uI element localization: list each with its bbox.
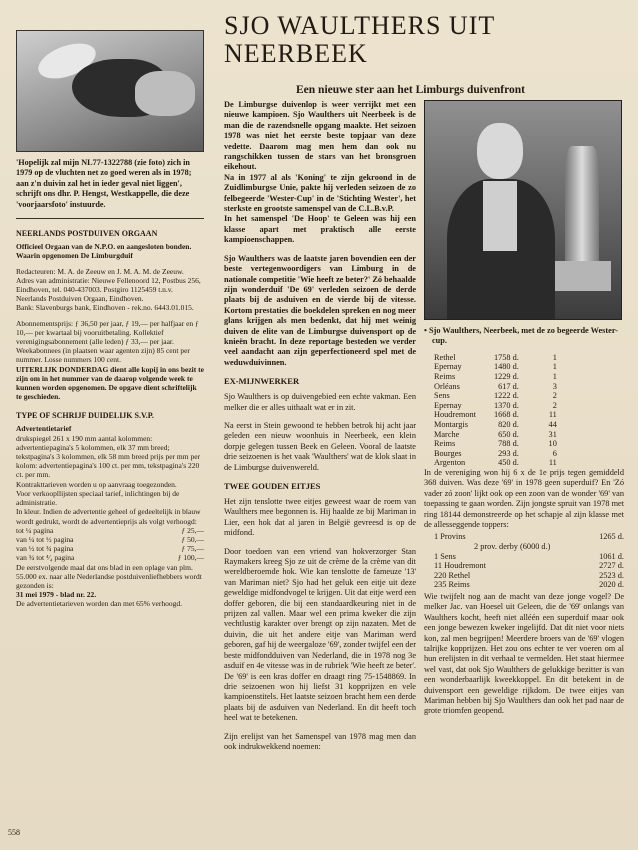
table-row: Argenton 450 d. 11: [434, 458, 557, 468]
table-row: Bourges 293 d. 6: [434, 448, 557, 458]
table-row: 220 Rethel 2523 d.: [434, 570, 624, 580]
section-heading: TWEE GOUDEN EITJES: [224, 481, 321, 491]
table-row: Reims 788 d. 10: [434, 439, 557, 449]
org-title: NEERLANDS POSTDUIVEN ORGAAN: [16, 229, 158, 239]
intro-paragraph: De Limburgse duivenlop is weer verrijkt met een nieuwe kampioen. Sjo Waulthers uit Neerbeek is de man die de razendsnelle opgang maakte. Het seizoen 1978 was niet het eerste beste topjaar van deze vedette. Daarom mag men hem dan ook nu rangschikken tussen de stars van het bronsgroen eikehout. Na in 1977 al als 'Koning' te zijn gekroond in de Zuidlimburgse Unie, pakte hij verleden seizoen de zo felbegeerde 'Wester-Cup' in de 'Stichting Wester', het sterkste en grootste samenspel van de C.L.B.v.P. In het samenspel 'De Hoop' te Geleen was hij een klasse apart met praktisch alle eerste kampioenschappen.: [224, 100, 416, 245]
results-table: [434, 353, 557, 468]
ad-text: drukspiegel 261 x 190 mm aantal kolommen: advertentiepagina's 5 kolommen, elk 37 mm breed; tekstpagina's 3 kolommen, elk 58 mm breed prijs per mm per kolom: advertentiepagina's 100 ct. per mm, tekstpagina's 220 ct. per mm.: [16, 433, 201, 480]
table-row: 11 Houdremont 2727 d.: [434, 561, 624, 571]
editors: Redacteuren: M. A. de Zeeuw en J. M. A. M. de Zeeuw.: [16, 266, 184, 276]
table-row: Rethel 1758 d. 1: [434, 352, 557, 362]
page-number: 558: [8, 828, 20, 837]
table-row: Montargis 820 d. 44: [434, 419, 557, 429]
rate-table: [16, 526, 204, 563]
paragraph: Sjo Waulthers was de laatste jaren bovendien een der beste vertegenwoordigers van Limburg in de nationale competitie 'Wie heeft ze beter?' Zó behaalde zijn wonderduif 'De 69' verleden seizoen de derde plaats bij de asduiven en de vierde bij de vitesse. Kortom prestaties die boekdelen spreken en nog meer glans krijgen als men bedenkt, dat hij met weinig duiven de elite van de Limburgse duivensport op de knieën bracht. In deze reportage besteden we verder veel aandacht aan zijn geperfectioneerd spel met de weduwduivinnen.: [224, 253, 416, 367]
contract-note: Kontrakttarieven worden u op aanvraag toegezonden.: [16, 479, 177, 489]
rate-row: van ½ tot ¾ pagina ƒ 75,—: [16, 544, 204, 554]
ad-heading: Advertentietarief: [16, 424, 72, 434]
table-row: Epernay 1480 d. 1: [434, 362, 557, 372]
table-row: 2 prov. derby (6000 d.): [474, 541, 551, 551]
org-merge: Waarin opgenomen De Limburgduif: [16, 251, 133, 261]
article-title: SJO WAULTHERS UIT NEERBEEK: [224, 11, 495, 68]
table-row: Reims 1229 d. 1: [434, 372, 557, 381]
middle-column: [224, 100, 416, 760]
portrait-caption: • Sjo Waulthers, Neerbeek, met de zo begeerde Wester-cup.: [424, 326, 618, 346]
table-row: Orléans 617 d. 3: [434, 381, 557, 391]
paragraph: Zijn erelijst van het Samenspel van 1978 mag men dan ook indrukwekkend noemen:: [224, 731, 416, 751]
rate-row: tot ¼ pagina ƒ 25,—: [16, 525, 204, 535]
org-official: Officieel Orgaan van de N.P.O. en aangesloten bonden.: [16, 242, 192, 252]
photo-caption: 'Hopelijk zal mijn NL77-1322788 (zie foto) zich in 1979 op de vluchten net zo goed weren als in 1978; aan z'n duivin zal het in ieder geval niet liggen', schrijft ons dhr. P. Hengst, Westkappelle, die deze 'voorjaarsfoto' instuurde.: [16, 158, 192, 209]
paragraph: Na eerst in Stein gewoond te hebben betrok hij acht jaar geleden een nieuw woonhuis in Neerbeek, een klein dorpje gelegen tussen Beek en Geleen. Vooral de laatste drie seizoenen is het vaak 'Waulthers' wat de klok slaat in de Limburgse duivenwereld.: [224, 420, 416, 472]
table-row: 1 Provins 1265 d.: [434, 532, 624, 542]
paragraph: Het zijn tenslotte twee eitjes geweest waar de roem van Waulthers mee begonnen is. Hij haalde ze bij Mariman in Lier, een hok dat al jaren in België gevreesd is op de midfond.: [224, 497, 416, 538]
left-column: [16, 30, 204, 609]
paragraph: Wie twijfelt nog aan de macht van deze jonge vogel? De melker Jac. van Hoesel uit Geleen, die de '69' onlangs van Waulthers kocht, heeft niet alléén een superduif maar ook een jonge bewezen kweker ingelijfd. Dat dit niet voor niets kon, zal men begrijpen! Meerdere broers van de '69' vlogen talrijke kopprijzen. Het zou ons echter te ver voeren om al hun erelijsten in dit verhaal te vermelden. Het staat hiermee wel vast, dat ook Sjo Waulthers de gelukkige bezitter is van een wonderbaarlijk kweekkoppel. En dit betekent in de duivensport een geweldige rijkdom. De twee eitjes van Mariman hebben bij Sjo Waulthers dan ook het pad naar de grote triomfen geopend.: [424, 591, 624, 716]
table-row: 235 Reims 2020 d.: [434, 580, 624, 590]
right-column: [424, 100, 624, 725]
deadline-note: UITERLIJK DONDERDAG dient alle kopij in ons bezit te zijn om in het nummer van de daarop volgende week te kunnen worden opgenomen. De opgave dient schriftelijk te geschieden.: [16, 364, 204, 402]
table-row: Epernay 1370 d. 2: [434, 400, 557, 410]
results-table-young: [434, 532, 624, 590]
bank-info: Bank: Slavenburgs bank, Eindhoven - rek.no. 6443.01.015.: [16, 303, 194, 313]
next-issue-surcharge: De advertentietarieven worden dan met 65% verhoogd.: [16, 599, 182, 609]
next-issue-note: De eerstvolgende maal dat ons blad in een oplage van plm. 55.000 ex. naar alle Nederlandse postduivenliefhebbers wordt gezonden is:: [16, 562, 202, 590]
divider: [16, 218, 204, 219]
table-row: Marche 650 d. 31: [434, 429, 557, 439]
table-row: Houdremont 1668 d. 11: [434, 410, 557, 420]
table-row: 1 Sens 1061 d.: [434, 551, 624, 561]
paragraph: Door toedoen van een vriend van hokverzorger Stan Raymakers kreeg Sjo ze uit de crème de la crème van dit wereldberoemde hok. Wie kan tenslotte de fameuze '13' van Mariman niet? Sjo had het geluk een eitje uit deze geweldige midfondvogel te krijgen. Uit dat eitje werd een doffer geboren, die bij een standaardkeuring niet in de prijzen zal vallen. Maar wel een prima kweker die zijn vechtlustig karakter over brengt op zijn nazaten. Met de duivin, die uit het andere eitje van Mariman werd geboren, gaf hij de weergaloze '69', zonder twijfel een der beste midfondduiven van Nederland, die in 1978 nog 3e asduif en 4e vitesse was in de rubriek 'Wie heeft ze beter'. De '69' is een kras doffer en draagt ring 75-1548869. In drie seizoenen won hij liefst 31 kopprijzen en vele kampioenstitels. Het laatste seizoen bracht hem een derde plaats bij de asduiven van Nederland. En dit heeft toch heel wat te betekenen.: [224, 546, 416, 723]
admin-address: Adres van administratie: Nieuwe Fellenoord 12, Postbus 256, Eindhoven, tel. 040-437003. Postgiro 1125459 t.n.v. Neerlands Postduiven Orgaan, Eindhoven.: [16, 275, 201, 304]
portrait-photo: [424, 100, 622, 320]
proofs-note: Voor verkoopllijsten speciaal tarief, inlichtingen bij de administratie.: [16, 488, 180, 508]
paragraph: Sjo Waulthers is op duivengebied een echte vakman. Een melker die er alles uithaalt wat er in zit.: [224, 392, 416, 412]
color-note: In kleur. Indien de advertentie geheel of gedeeltelijk in blauw wordt gedrukt, wordt de advertentieprijs als volgt verhoogd:: [16, 507, 201, 526]
rate-row: van ¼ tot ½ pagina ƒ 50,—: [16, 534, 204, 544]
paragraph: In de vereniging won hij 6 x de 1e prijs tegen gemiddeld 368 duiven. Was deze '69' in 1978 geen superduif? En 'Zó vader zó zoon' lijkt ook op een zoon van de wonder '69' van toepassing te gaan worden. Zijn jongste spruit van 1978 met ring 18144 demonstreerde op het schapje al zijn klasse met de allesseggende toppers:: [424, 467, 625, 529]
section-heading: EX-MIJNWERKER: [224, 376, 300, 387]
table-row: Sens 1222 d. 2: [434, 391, 557, 401]
next-issue-date: 31 mei 1979 - blad nr. 22.: [16, 590, 97, 600]
article-subtitle: Een nieuwe ster aan het Limburgs duivenfront: [296, 84, 525, 96]
rate-row: van ¾ tot ⁴⁄₄ pagina ƒ 100,—: [16, 553, 204, 563]
subscription: Abonnementsprijs: ƒ 36,50 per jaar, ƒ 19,— per halfjaar en ƒ 10,— per kwartaal bij vooruitbetaling. Kollektief verenigingsabonnement (alle leden) ƒ 33,— per jaar. Weekabonnees (in plaatsen waar agenten zijn) 85 cent per nummer. Losse nummers 100 cent.: [16, 318, 199, 365]
type-heading: TYPE OF SCHRIJF DUIDELIJK S.V.P.: [16, 411, 154, 421]
pigeon-photo: [16, 30, 204, 152]
